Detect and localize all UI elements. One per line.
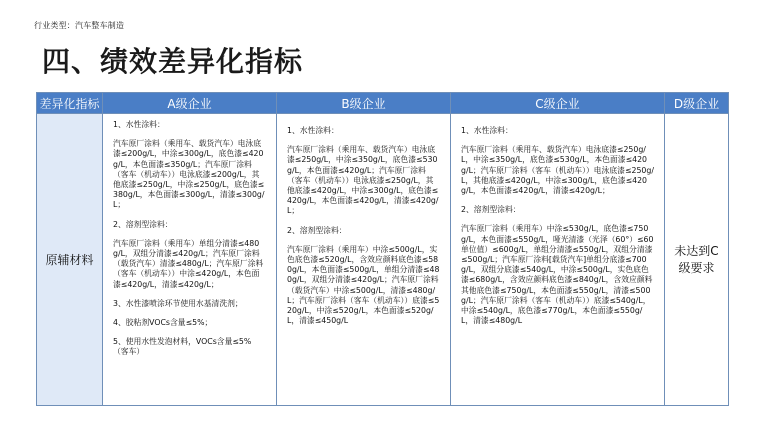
grade-b-cell [277, 114, 451, 406]
row-label-raw-materials: 原辅材料 [37, 114, 103, 406]
grade-a-item: 3、水性漆喷涂环节使用水基清洗剂； [113, 298, 243, 308]
grade-b-item: 汽车原厂涂料（乘用车、载货汽车）电泳底漆≤250g/L，中涂≤350g/L，底色漆≤530g/L，本色面漆≤420g/L；汽车原厂涂料（客车（机动车））电泳底漆≤250g/L，其他底漆≤420g/L，中涂≤300g/L，底色漆≤420g/L，本色面漆≤420g/L，清漆≤420g/L； [287, 145, 439, 216]
header-grade-d: D级企业 [665, 93, 729, 114]
header-indicator: 差异化指标 [37, 93, 103, 114]
industry-type-label: 行业类型：汽车整车制造 [34, 21, 125, 30]
header-grade-a: A级企业 [103, 93, 277, 114]
grade-c-cell [451, 114, 665, 406]
grade-a-item: 汽车原厂涂料（乘用车）单组分清漆≤480g/L，双组分清漆≤420g/L；汽车原厂涂料（载货汽车）清漆≤480g/L；汽车原厂涂料（客车（机动车））中涂≤420g/L，本色面漆≤420g/L，清漆≤420g/L； [113, 238, 264, 289]
grade-c-item: 2、溶剂型涂料： [461, 205, 521, 215]
grade-c-item: 1、水性涂料： [461, 126, 513, 135]
table-row [37, 114, 729, 406]
grade-b-item: 2、溶剂型涂料： [287, 225, 347, 235]
header-grade-b: B级企业 [277, 93, 451, 114]
grade-c-item: 汽车原厂涂料（乘用车、载货汽车）电泳底漆≤250g/L，中涂≤350g/L，底色漆≤530g/L，本色面漆≤420g/L；汽车原厂涂料（客车（机动车））电泳底漆≤250g/L，其他底漆≤420g/L，中涂≤300g/L，底色漆≤420g/L，本色面漆≤420g/L，清漆≤420g/L； [461, 145, 654, 196]
grade-a-item: 5、使用水性发泡材料，VOCs含量≤5%（客车） [113, 337, 252, 357]
grade-d-cell: 未达到C级要求 [665, 114, 729, 406]
grade-b-item: 汽车原厂涂料（乘用车）中涂≤500g/L，实色底色漆≤520g/L，含效应颜料底色漆≤580g/L，本色面漆≤500g/L，单组分清漆≤480g/L，双组分清漆≤420g/L；汽车原厂涂料（载货汽车）中涂≤500g/L，清漆≤480g/L；汽车原厂涂料（客车（机动车））底漆≤520g/L，中涂≤520g/L，本色面漆≤520g/L，清漆≤450g/L [287, 244, 440, 326]
header-grade-c: C级企业 [451, 93, 665, 114]
grade-a-item: 1、水性涂料： [113, 120, 165, 129]
grade-a-item: 2、溶剂型涂料： [113, 219, 173, 229]
grade-a-item: 汽车原厂涂料（乘用车、载货汽车）电泳底漆≤200g/L，中涂≤300g/L，底色漆≤420g/L，本色面漆≤350g/L；汽车原厂涂料（客车（机动车））电泳底漆≤200g/L，其他底漆≤250g/L，中涂≤250g/L，底色漆≤380g/L，本色面漆≤300g/L，清漆≤300g/L； [113, 139, 265, 210]
table-header-row [37, 93, 729, 114]
page-title: 四、绩效差异化指标 [42, 45, 304, 78]
grade-c-item: 汽车原厂涂料（乘用车）中涂≤530g/L，底色漆≤750g/L，本色面漆≤550g/L，哑光清漆（光泽（60°）≤60单位值）≤600g/L，单组分清漆≤550g/L，双组分清漆≤500g/L；汽车原厂涂料[载货汽车]单组分底漆≤700g/L，双组分底漆≤540g/L，中涂≤500g/L，实色底色漆≤680g/L，含效应颜料底色漆≤840g/L，含效应颜料其他底色漆≤750g/L，本色面漆≤550g/L，清漆≤500g/L；汽车原厂涂料（客车（机动车））底漆≤540g/L，中涂≤540g/L，底色漆≤770g/L，本色面漆≤550g/L，清漆≤480g/L [461, 224, 654, 326]
indicator-table [36, 92, 729, 406]
grade-b-item: 1、水性涂料： [287, 126, 339, 135]
grade-a-cell [103, 114, 277, 406]
grade-a-item: 4、胶粘剂VOCs含量≤5%； [113, 318, 213, 328]
